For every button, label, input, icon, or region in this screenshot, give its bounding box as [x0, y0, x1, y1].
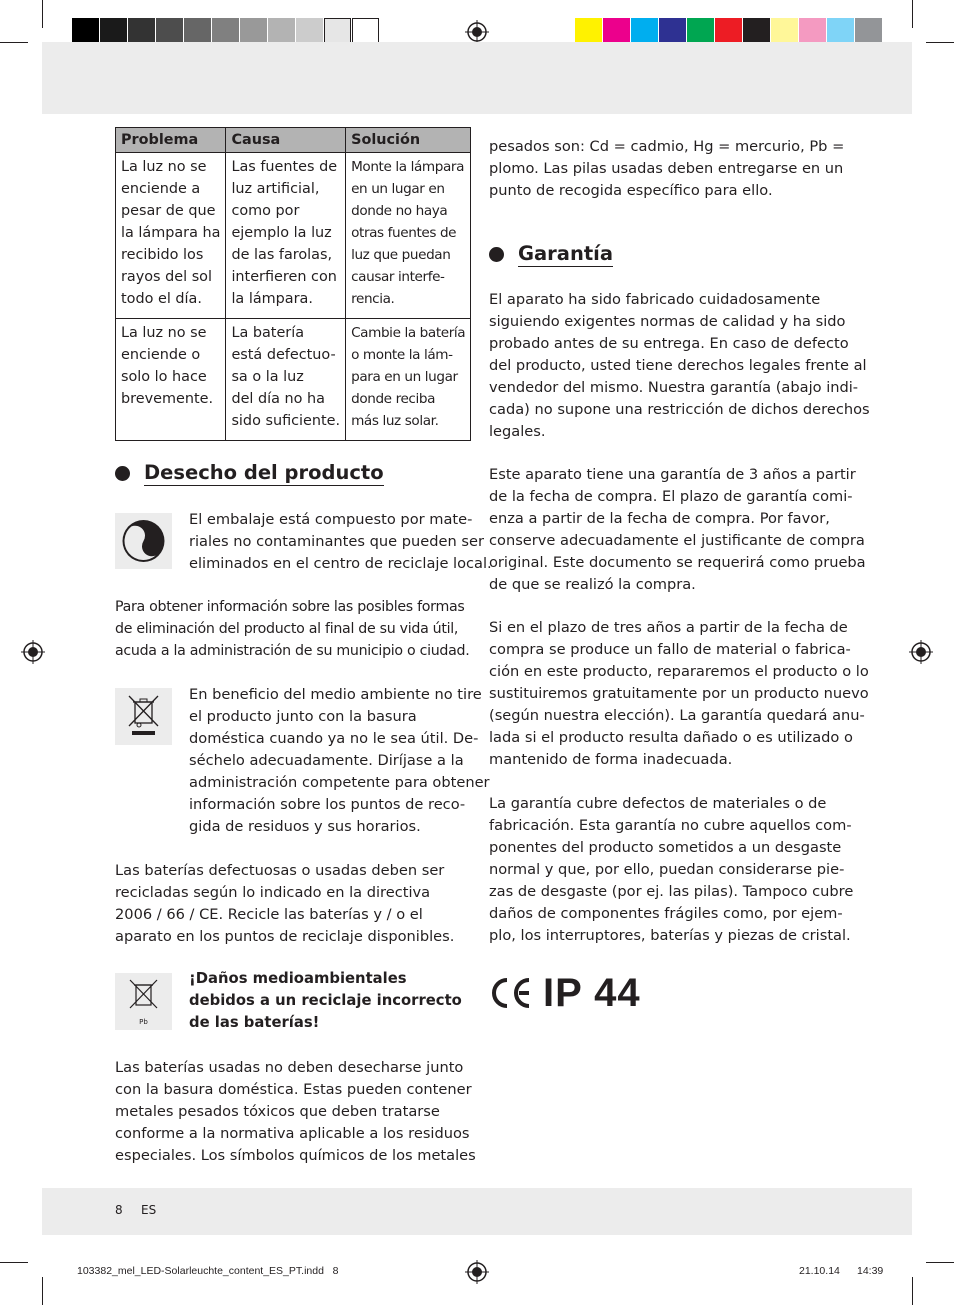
text-line: Si en el plazo de tres años a partir de la fecha de: [489, 619, 848, 636]
text-line: recicladas según lo indicado en la directiva: [115, 884, 431, 901]
text-line: fabricación. Esta garantía no cubre aquellos com-: [489, 817, 852, 834]
crossed-out-bin-icon: [115, 688, 172, 745]
cell-line: sa o la luz: [231, 369, 304, 385]
text-line: sustituiremos gratuitamente por un producto nuevo: [489, 685, 869, 702]
color-swatch: [128, 18, 155, 45]
text-line: (según nuestra elección). La garantía quedará anu-: [489, 707, 865, 724]
text-line: legales.: [489, 423, 546, 440]
table-cell: [346, 319, 471, 441]
text-line: gida de residuos y sus horarios.: [189, 818, 421, 835]
cell-line: la lámpara ha: [121, 225, 221, 241]
cell-line: recibido los: [121, 247, 204, 263]
battery-warning-text: [189, 968, 474, 1034]
header-band: [42, 42, 912, 114]
color-swatch: [659, 18, 686, 45]
cell-line: en un lugar en: [351, 181, 445, 197]
battery-recycle-text: [115, 860, 475, 948]
color-swatch: [352, 18, 379, 45]
cell-line: todo el día.: [121, 291, 202, 307]
color-swatch: [575, 18, 602, 45]
text-line: vendedor del mismo. Nuestra garantía (abajo indi-: [489, 379, 859, 396]
color-swatch: [100, 18, 127, 45]
cell-line: rencia.: [351, 291, 395, 307]
text-line: debidos a un reciclaje incorrecto: [189, 992, 462, 1009]
color-swatch: [268, 18, 295, 45]
text-line: ¡Daños medioambientales: [189, 970, 407, 987]
cell-line: como por: [231, 203, 300, 219]
text-line: probado antes de su entrega. En caso de defecto: [489, 335, 849, 352]
column-header-solucion: Solución: [346, 128, 471, 153]
green-dot-recycle-icon: [115, 513, 172, 569]
cell-line: causar interfe-: [351, 269, 445, 285]
color-swatch: [324, 18, 351, 45]
page-number: 8: [115, 1203, 123, 1217]
text-line: doméstica cuando ya no le sea útil. De-: [189, 730, 479, 747]
text-line: eliminados en el centro de reciclaje local.: [189, 555, 492, 572]
heavy-metals-continued-text: [489, 136, 849, 202]
text-line: ponentes del producto sometidos a un desgaste: [489, 839, 842, 856]
text-line: original. Este documento se requerirá como prueba: [489, 554, 866, 571]
registration-mark-bottom-icon: [465, 1260, 489, 1284]
color-swatch: [631, 18, 658, 45]
table-cell: [346, 153, 471, 319]
color-swatch: [296, 18, 323, 45]
cell-line: enciende o: [121, 347, 201, 363]
cell-line: La batería: [231, 325, 305, 341]
text-line: lada si el producto resulta dañado o es utilizado o: [489, 729, 853, 746]
text-line: En beneficio del medio ambiente no tire: [189, 686, 482, 703]
text-line: conforme a la normativa aplicable a los residuos: [115, 1125, 470, 1142]
packaging-recycle-text: [189, 509, 492, 575]
cell-line: otras fuentes de: [351, 225, 457, 241]
cell-line: ejemplo la luz: [231, 225, 332, 241]
cell-line: la lámpara.: [231, 291, 313, 307]
text-line: plo, los interruptores, baterías y piezas de cristal.: [489, 927, 851, 944]
color-swatch: [156, 18, 183, 45]
ce-mark-icon: [489, 976, 533, 1010]
cell-line: luz que puedan: [351, 247, 451, 263]
text-line: punto de recogida específico para ello.: [489, 182, 773, 199]
color-swatch: [715, 18, 742, 45]
text-line: compra se produce un fallo de material o fabrica-: [489, 641, 851, 658]
cell-line: donde reciba: [351, 391, 436, 407]
footer-band: [42, 1188, 912, 1235]
slug-filename: 103382_mel_LED-Solarleuchte_content_ES_PT.indd 8: [77, 1265, 339, 1277]
bullet-icon: [489, 247, 504, 262]
text-line: El embalaje está compuesto por mate-: [189, 511, 473, 528]
color-swatch: [799, 18, 826, 45]
registration-mark-right-icon: [909, 640, 933, 664]
text-line: 2006 / 66 / CE. Recicle las baterías y / o el: [115, 906, 423, 923]
text-line: con la basura doméstica. Estas pueden contener: [115, 1081, 472, 1098]
cell-line: brevemente.: [121, 391, 214, 407]
color-swatch: [603, 18, 630, 45]
text-line: conserve adecuadamente el justificante de compra: [489, 532, 865, 549]
cell-line: donde no haya: [351, 203, 448, 219]
column-header-problema: Problema: [116, 128, 226, 153]
color-swatch: [771, 18, 798, 45]
text-line: La garantía cubre defectos de materiales o de: [489, 795, 827, 812]
table-cell: [226, 319, 346, 441]
text-line: ción en este producto, repararemos el producto o lo: [489, 663, 869, 680]
warranty-paragraph-3: [489, 617, 869, 771]
troubleshooting-table: [115, 127, 471, 441]
cell-line: o monte la lám-: [351, 347, 453, 363]
text-line: Las baterías usadas no deben desecharse junto: [115, 1059, 464, 1076]
color-swatch: [72, 18, 99, 45]
text-line: de que se realizó la compra.: [489, 576, 696, 593]
table-cell: [116, 153, 226, 319]
cell-line: pesar de que: [121, 203, 216, 219]
registration-mark-left-icon: [21, 640, 45, 664]
text-line: séchelo adecuadamente. Diríjase a la: [189, 752, 464, 769]
text-line: zas de desgaste (por ej. las pilas). Tampoco cubre: [489, 883, 854, 900]
section-heading-warranty: Garantía: [489, 242, 613, 267]
text-line: normal y que, por ello, puedan considerarse pie-: [489, 861, 845, 878]
color-swatch: [687, 18, 714, 45]
certification-marks: [489, 972, 641, 1014]
text-line: del producto, usted tiene derechos legales frente al: [489, 357, 867, 374]
cell-line: La luz no se: [121, 325, 207, 341]
text-line: riales no contaminantes que pueden ser: [189, 533, 484, 550]
text-line: información sobre los puntos de reco-: [189, 796, 466, 813]
cell-line: Las fuentes de: [231, 159, 338, 175]
color-swatch: [212, 18, 239, 45]
cell-line: está defectuo-: [231, 347, 336, 363]
text-line: mantenido de forma inadecuada.: [489, 751, 733, 768]
table-row: [116, 153, 471, 319]
pb-label: Pb: [139, 1018, 148, 1026]
text-line: acuda a la administración de su municipio o ciudad.: [115, 643, 470, 659]
text-line: daños de componentes frágiles como, por ejem-: [489, 905, 843, 922]
table-row: [116, 319, 471, 441]
cell-line: rayos del sol: [121, 269, 212, 285]
color-swatch: [855, 18, 882, 45]
text-line: siguiendo exigentes normas de calidad y ha sido: [489, 313, 846, 330]
color-swatch: [240, 18, 267, 45]
cell-line: Monte la lámpara: [351, 159, 465, 175]
warranty-paragraph-1: [489, 289, 870, 443]
table-cell: [226, 153, 346, 319]
text-line: administración competente para obtener: [189, 774, 490, 791]
warranty-paragraph-4: [489, 793, 854, 947]
text-line: el producto junto con la basura: [189, 708, 417, 725]
text-line: Las baterías defectuosas o usadas deben ser: [115, 862, 445, 879]
cell-line: interfieren con: [231, 269, 337, 285]
text-line: aparato en los puntos de reciclaje disponibles.: [115, 928, 455, 945]
cell-line: solo lo hace: [121, 369, 207, 385]
registration-mark-top-icon: [465, 20, 489, 44]
cell-line: luz artificial,: [231, 181, 320, 197]
cell-line: de las farolas,: [231, 247, 333, 263]
color-swatch: [827, 18, 854, 45]
text-line: Este aparato tiene una garantía de 3 años a partir: [489, 466, 856, 483]
color-swatch: [184, 18, 211, 45]
text-line: de las baterías!: [189, 1014, 320, 1031]
cell-line: La luz no se: [121, 159, 207, 175]
bin-disposal-text: [189, 684, 490, 838]
bullet-icon: [115, 466, 130, 481]
cell-line: del día no ha: [231, 391, 325, 407]
section-heading-disposal: Desecho del producto: [115, 461, 384, 486]
text-line: plomo. Las pilas usadas deben entregarse en un: [489, 160, 844, 177]
column-header-causa: Causa: [226, 128, 346, 153]
text-line: metales pesados tóxicos que deben tratarse: [115, 1103, 440, 1120]
text-line: cada) no supone una restricción de dichos derechos: [489, 401, 870, 418]
ip-rating-label: IP 44: [543, 970, 641, 1015]
text-line: enza a partir de la fecha de compra. Por favor,: [489, 510, 830, 527]
text-line: de eliminación del producto al final de su vida útil,: [115, 621, 459, 637]
color-swatch: [743, 18, 770, 45]
language-code: ES: [141, 1203, 157, 1217]
disposal-info-text: [115, 596, 475, 662]
slug-date: 21.10.14: [799, 1265, 840, 1277]
table-cell: [116, 319, 226, 441]
battery-bin-pb-icon: [115, 973, 172, 1030]
text-line: Para obtener información sobre las posibles formas: [115, 599, 465, 615]
text-line: especiales. Los símbolos químicos de los metales: [115, 1147, 476, 1164]
text-line: de la fecha de compra. El plazo de garantía comi-: [489, 488, 853, 505]
cell-line: para en un lugar: [351, 369, 458, 385]
cell-line: sido suficiente.: [231, 413, 341, 429]
cell-line: enciende a: [121, 181, 201, 197]
slug-time: 14:39: [857, 1265, 884, 1277]
battery-disposal-text: [115, 1057, 475, 1167]
text-line: El aparato ha sido fabricado cuidadosamente: [489, 291, 821, 308]
cell-line: más luz solar.: [351, 413, 439, 429]
cell-line: Cambie la batería: [351, 325, 466, 341]
warranty-paragraph-2: [489, 464, 866, 596]
text-line: pesados son: Cd = cadmio, Hg = mercurio, Pb =: [489, 138, 845, 155]
table-header-row: [116, 128, 471, 153]
